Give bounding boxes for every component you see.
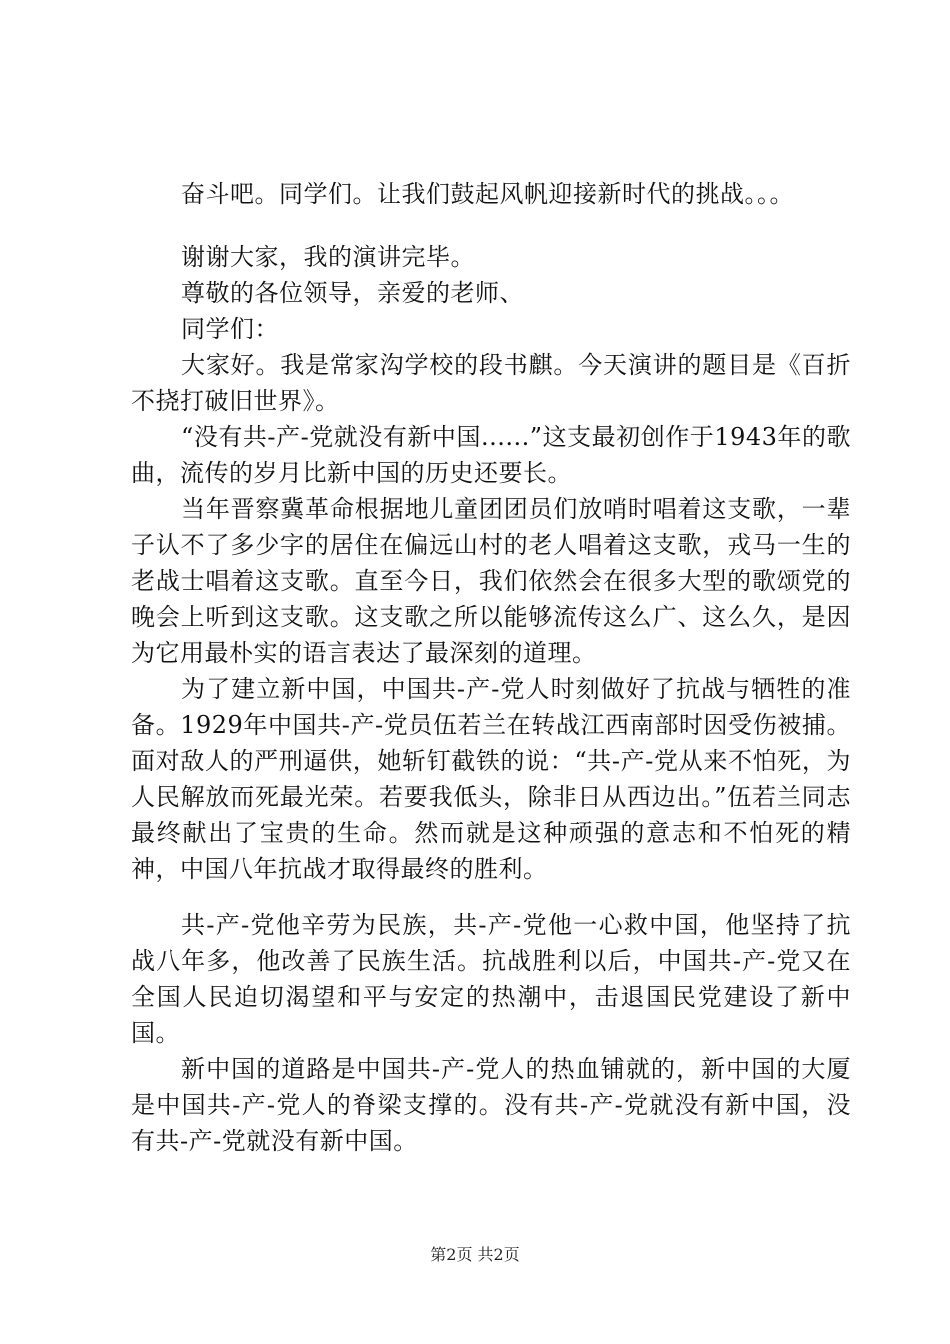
paragraph-closing-call: 奋斗吧。同学们。让我们鼓起风帆迎接新时代的挑战。。。 [181, 180, 794, 208]
paragraph-wu-ruolan: 为了建立新中国，中国共-产-党人时刻做好了抗战与牺牲的准备。1929年中国共-产-党员伍若兰在转战江西南部时因受伤被捕。面对敌人的严刑逼供，她斩钉截铁的说：“共-产-党从来不怕死，为人民解放而死最光荣。若要我低头，除非日从西边出。”伍若兰同志最终献出了宝贵的生命。然而就是这种顽强的意志和不怕死的精神，中国八年抗战才取得最终的胜利。 [131, 675, 851, 883]
paragraph-thanks: 谢谢大家，我的演讲完毕。 [181, 243, 475, 271]
paragraph-conclusion: 新中国的道路是中国共-产-党人的热血铺就的，新中国的大厦是中国共-产-党人的脊梁支撑的。没有共-产-党就没有新中国，没有共-产-党就没有新中国。 [131, 1055, 851, 1155]
paragraph-song-history: 当年晋察冀革命根据地儿童团团员们放哨时唱着这支歌，一辈子认不了多少字的居住在偏远山村的老人唱着这支歌，戎马一生的老战士唱着这支歌。直至今日，我们依然会在很多大型的歌颂党的晚会上听到这支歌。这支歌之所以能够流传这么广、这么久，是因为它用最朴实的语言表达了最深刻的道理。 [131, 495, 851, 667]
page-footer: 第2页 共2页 [430, 1245, 520, 1264]
document-body [131, 176, 851, 1159]
paragraph-song-quote: “没有共-产-党就没有新中国......”这支最初创作于1943年的歌曲，流传的岁月比新中国的历史还要长。 [131, 423, 851, 487]
paragraph-salutation-continued: 同学们： [181, 315, 279, 343]
paragraph-salutation: 尊敬的各位领导，亲爱的老师、 [181, 279, 524, 307]
paragraph-war-victory: 共-产-党他辛劳为民族，共-产-党他一心救中国，他坚持了抗战八年多，他改善了民族生活。抗战胜利以后，中国共-产-党又在全国人民迫切渴望和平与安定的热潮中，击退国民党建设了新中国。 [131, 911, 851, 1047]
paragraph-introduction: 大家好。我是常家沟学校的段书麒。今天演讲的题目是《百折不挠打破旧世界》。 [131, 351, 851, 415]
